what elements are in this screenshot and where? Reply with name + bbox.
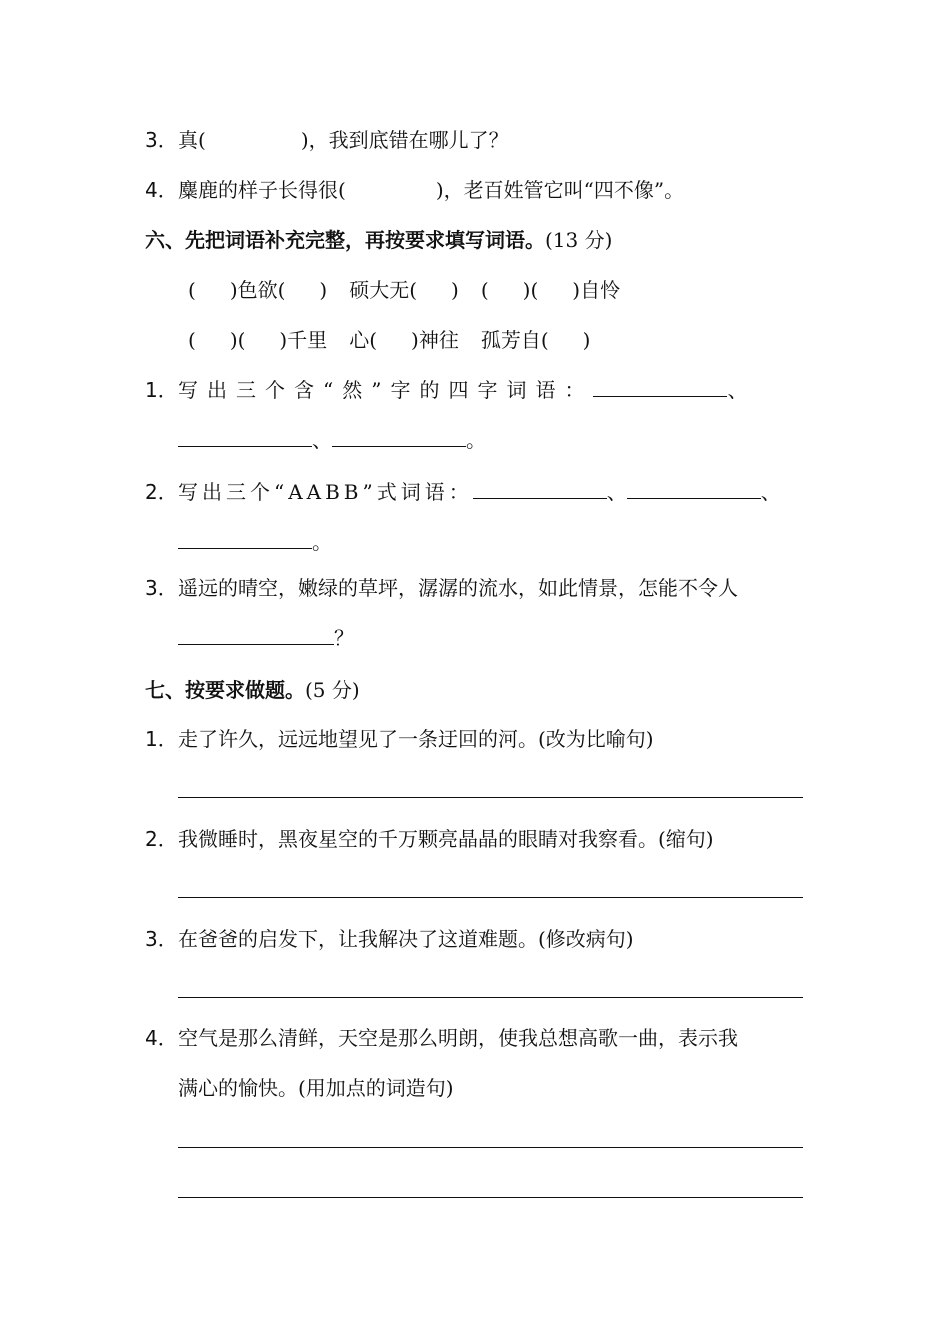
q7-item-4 [145,1024,810,1052]
q5-item-3 [145,126,810,154]
word-part: ( [188,328,196,352]
item-text: 空气是那么清鲜，天空是那么明朗，使我总想高歌一曲，表示我 [178,1026,738,1050]
word-part: )色欲( [229,278,286,302]
section-score: (5 分) [305,678,360,702]
word-part: ( [480,278,489,302]
q7-item-4-cont [178,1074,810,1102]
q6-item-3 [145,574,810,602]
q6-item-2-cont [178,528,810,556]
q6-heading [145,226,810,254]
word-part: ( [188,278,196,302]
item-number: 1． [145,727,178,751]
answer-blank[interactable] [473,480,607,499]
end-mark: 。 [466,428,486,452]
q7-item-1 [145,725,810,753]
word-part: 心( [349,328,378,352]
word-part: )( [522,278,539,302]
q6-item-3-cont [178,624,810,652]
item-text: 走了许久，远远地望见了一条迂回的河。(改为比喻句) [178,727,654,751]
item-number: 4． [145,1026,178,1050]
q7-item-2 [145,825,810,853]
separator: 、 [312,428,332,452]
word-part: 孤芳自( [480,328,549,352]
item-text-post: )，我到底错在哪儿了？ [300,128,509,152]
end-mark: ？ [334,626,354,650]
q6-item-1 [145,376,810,404]
item-text-cont: 满心的愉快。(用加点的词造句) [178,1076,454,1100]
q7-item-3 [145,925,810,953]
word-part: 硕大无( [349,278,418,302]
word-part: )( [229,328,246,352]
answer-blank[interactable] [593,378,727,397]
word-part: )神往 [411,328,459,352]
item-number: 3． [145,576,178,600]
word-part: ) [582,328,591,352]
item-number: 2． [145,480,178,504]
answer-blank[interactable] [332,428,466,447]
q6-item-1-cont [178,426,810,454]
separator: 、 [606,480,627,504]
item-number: 3． [145,927,178,951]
answer-blank[interactable] [178,428,312,447]
answer-line[interactable] [178,1147,803,1148]
word-part: )千里 [279,328,328,352]
separator: 、 [727,378,748,402]
item-text: 写出三个“AABB”式词语： [178,480,473,504]
answer-line[interactable] [178,1197,803,1198]
item-text: 我微睡时，黑夜星空的千万颗亮晶晶的眼睛对我察看。(缩句) [178,827,714,851]
answer-line[interactable] [178,797,803,798]
item-text: 遥远的晴空，嫩绿的草坪，潺潺的流水，如此情景，怎能不令人 [178,576,738,600]
separator: 、 [760,480,781,504]
q6-word-row-1 [188,276,810,304]
answer-line[interactable] [178,997,803,998]
item-number: 4． [145,178,178,202]
q6-item-2 [145,478,810,506]
answer-line[interactable] [178,897,803,898]
item-text-pre: 麋鹿的样子长得很( [178,178,346,202]
q7-heading [145,676,810,704]
answer-blank[interactable] [178,626,334,645]
q6-word-row-2 [188,326,810,354]
answer-blank[interactable] [178,530,312,549]
item-text: 在爸爸的启发下，让我解决了这道难题。(修改病句) [178,927,634,951]
word-part: ) [451,278,459,302]
item-text-post: )，老百姓管它叫“四不像”。 [435,178,685,202]
section-title: 六、先把词语补充完整，再按要求填写词语。 [145,228,545,252]
item-number: 2． [145,827,178,851]
item-number: 1． [145,378,178,402]
item-number: 3． [145,128,178,152]
section-score: (13 分) [545,228,613,252]
q5-item-4 [145,176,810,204]
item-text-pre: 真( [178,128,206,152]
word-part: ) [319,278,328,302]
end-mark: 。 [312,530,332,554]
answer-blank[interactable] [627,480,761,499]
section-title: 七、按要求做题。 [145,678,305,702]
word-part: )自怜 [572,278,621,302]
item-text: 写出三个含“然”字的四字词语： [178,378,594,402]
